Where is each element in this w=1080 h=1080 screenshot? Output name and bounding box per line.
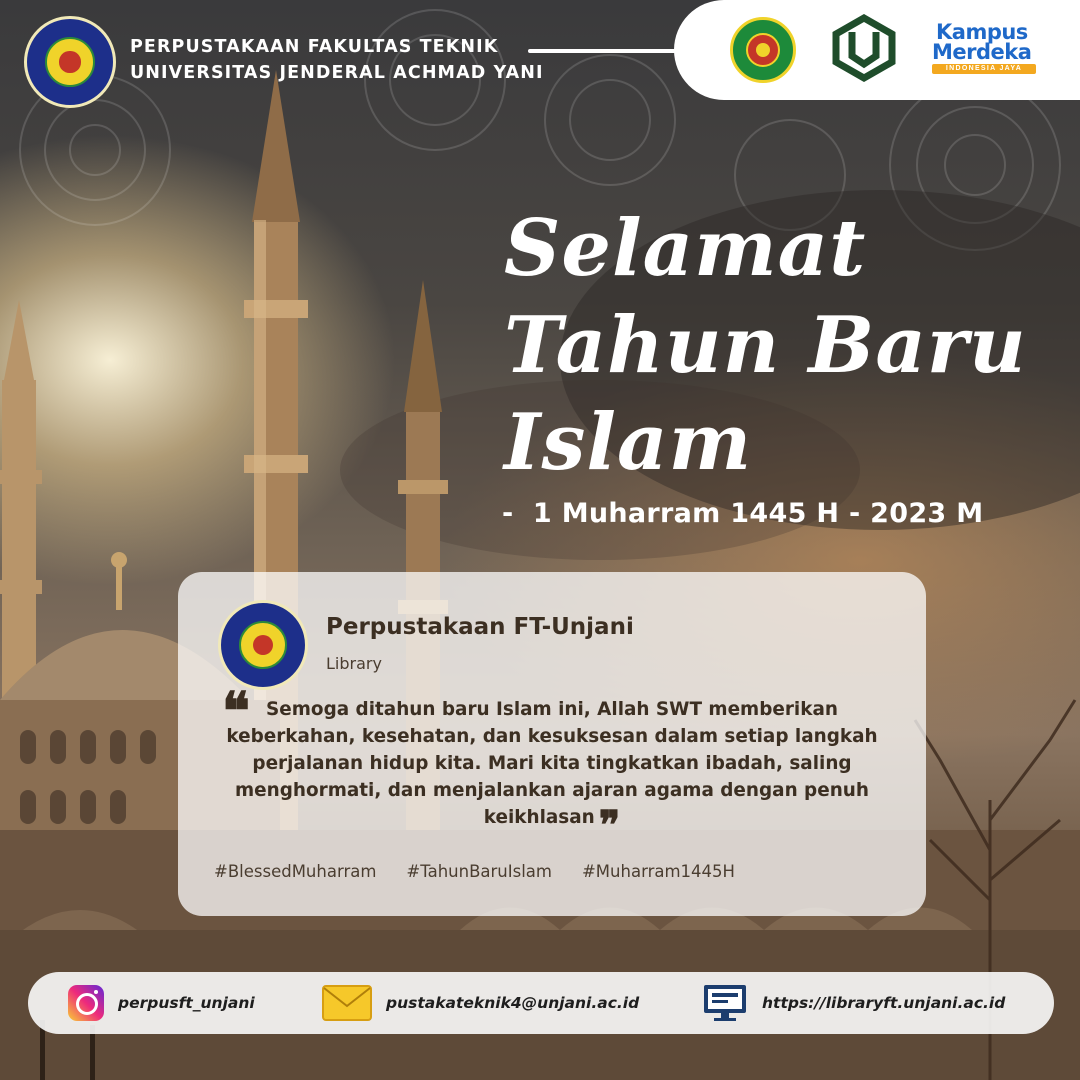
greeting-headline [504, 200, 1027, 491]
kampus-merdeka-logo [932, 22, 1048, 74]
card-account-subtitle: Library [326, 654, 382, 673]
unjani-logo-icon [830, 14, 898, 82]
hashtag[interactable]: #Muharram1445H [581, 862, 735, 881]
kampus-merdeka-line2: Merdeka [932, 40, 1032, 64]
card-avatar [218, 600, 308, 690]
header-divider [528, 49, 688, 53]
instagram-icon [68, 985, 104, 1021]
envelope-icon [322, 985, 372, 1021]
hashtag[interactable]: #BlessedMuharram [214, 862, 377, 881]
instagram-handle: perpusft_unjani [118, 994, 255, 1012]
university-emblem-icon [730, 17, 796, 83]
hashtag[interactable]: #TahunBaruIslam [406, 862, 552, 881]
quote-body: Semoga ditahun baru Islam ini, Allah SWT memberikan keberkahan, kesehatan, dan kesuksesan dalam setiap langkah perjalanan hidup kita. Mari kita tingkatkan ibadah, saling menghormati, dan menjalankan ajaran agama dengan penuh keikhlasan [226, 699, 878, 828]
headline-line3: Islam [504, 397, 753, 488]
emblem-shield-icon [45, 37, 95, 87]
monitor-icon [702, 983, 748, 1023]
email-contact[interactable] [322, 972, 639, 1034]
hashtag-list [214, 862, 735, 881]
headline-line2: Tahun Baru [504, 300, 1027, 391]
close-quote-icon: ❞ [598, 802, 621, 849]
org-title-line2: UNIVERSITAS JENDERAL ACHMAD YANI [130, 63, 544, 83]
instagram-contact[interactable] [68, 972, 255, 1034]
org-title [130, 34, 544, 86]
date-line: - 1 Muharram 1445 H - 2023 M [502, 498, 984, 529]
kampus-merdeka-line1: Kampus [936, 20, 1028, 44]
headline-line1: Selamat [504, 203, 867, 294]
website-contact[interactable] [702, 972, 1005, 1034]
kampus-merdeka-tagline: INDONESIA JAYA [932, 64, 1036, 74]
email-address: pustakateknik4@unjani.ac.id [386, 994, 640, 1012]
website-url: https://libraryft.unjani.ac.id [762, 994, 1006, 1012]
card-account-name: Perpustakaan FT-Unjani [326, 614, 634, 640]
org-title-line1: PERPUSTAKAAN FAKULTAS TEKNIK [130, 37, 499, 57]
card-quote [218, 696, 886, 849]
faculty-library-logo [24, 16, 116, 108]
message-card [178, 572, 926, 916]
contact-bar [28, 972, 1054, 1034]
emblem-shield-icon [239, 621, 288, 670]
open-quote-icon: ❝ [222, 681, 250, 742]
